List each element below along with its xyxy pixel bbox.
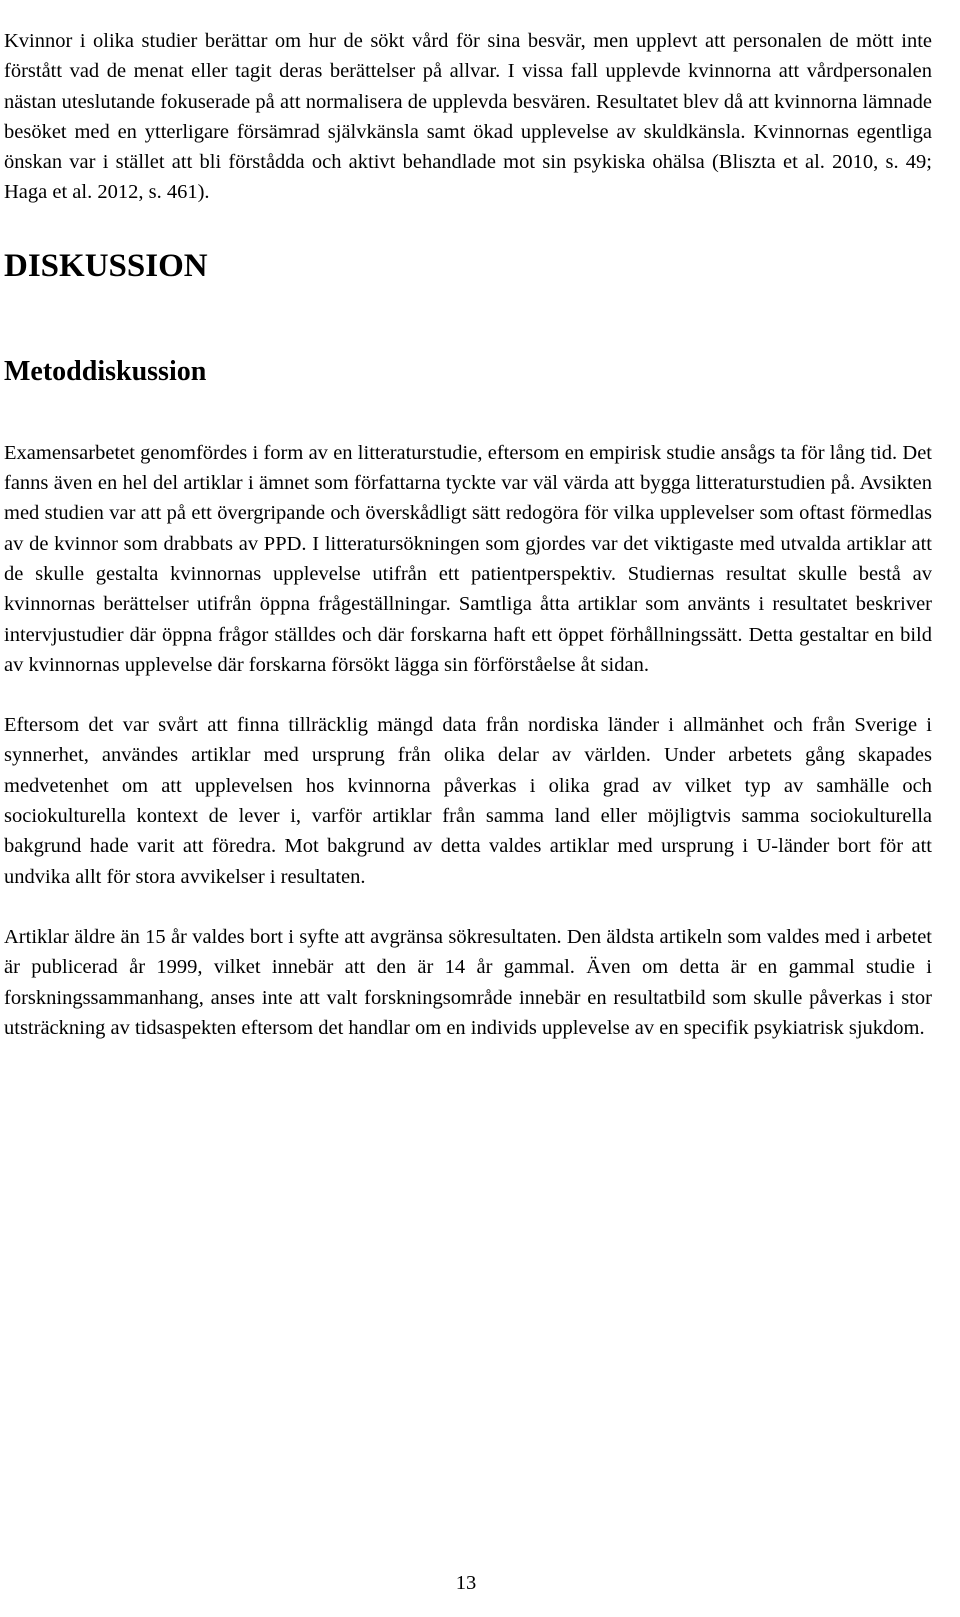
paragraph-method-2: Eftersom det var svårt att finna tillräcklig mängd data från nordiska länder i allmänhet och från Sverige i synnerhet, användes artiklar med ursprung från olika delar av världen. Under arbetets gång skapades medvetenhet om att upplevelsen hos kvinnorna påverkas i olika grad av vilket typ av samhälle och sociokulturella kontext de lever i, varför artiklar från samma land eller möjligtvis samma sociokulturella bakgrund hade varit att föredra. Mot bakgrund av detta valdes artiklar med ursprung i U-länder bort för att undvika allt för stora avvikelser i resultaten. bbox=[4, 714, 932, 888]
page-number-label: 13 bbox=[455, 1572, 477, 1594]
paragraph-method-3: Artiklar äldre än 15 år valdes bort i syfte att avgränsa sökresultaten. Den äldsta artikeln som valdes med i arbetet är publicerad år 1999, vilket innebär att den är 14 år gammal. Även om detta är en gammal studie i forskningssammanhang, anses inte att valt forskningsområde innebär en resultatbild som skulle påverkas i stor utsträckning av tidsaspekten eftersom det handlar om en individs upplevelse av en specifik psykiatrisk sjukdom. bbox=[4, 925, 932, 1039]
heading-diskussion: DISKUSSION bbox=[4, 247, 208, 284]
document-page bbox=[4, 0, 932, 1043]
paragraph-method-1: Examensarbetet genomfördes i form av en litteraturstudie, eftersom en empirisk studie ansågs ta för lång tid. Det fanns även en hel del artiklar i ämnet som författarna tyckte var väl värda att bygga litteraturstudien på. Avsikten med studien var att på ett övergripande och överskådligt sätt redogöra för vilka upplevelser som oftast förmedlas av de kvinnor som drabbats av PPD. I litteratursökningen som gjordes var det viktigaste med utvalda artiklar att de skulle gestalta kvinnornas upplevelse utifrån ett patientperspektiv. Studiernas resultat skulle bestå av kvinnornas berättelser utifrån öppna frågeställningar. Samtliga åtta artiklar som använts i resultatet beskriver intervjustudier där öppna frågor ställdes och där forskarna haft ett öppet förhållningssätt. Detta gestaltar en bild av kvinnornas upplevelse där forskarna försökt lägga sin förförståelse åt sidan. bbox=[4, 441, 932, 676]
paragraph-results-conclusion: Kvinnor i olika studier berättar om hur de sökt vård för sina besvär, men upplevt att personalen de mött inte förstått vad de menat eller tagit deras berättelser på allvar. I vissa fall upplevde kvinnorna att vårdpersonalen nästan uteslutande fokuserade på att normalisera de upplevda besvären. Resultatet blev då att kvinnorna lämnade besöket med en ytterligare försämrad självkänsla samt ökad upplevelse av skuldkänsla. Kvinnornas egentliga önskan var i stället att bli förstådda och aktivt behandlade mot sin psykiska ohälsa (Bliszta et al. 2010, s. 49; Haga et al. 2012, s. 461). bbox=[4, 30, 932, 204]
heading-metoddiskussion: Metoddiskussion bbox=[4, 355, 207, 387]
page-number bbox=[0, 1570, 932, 1596]
